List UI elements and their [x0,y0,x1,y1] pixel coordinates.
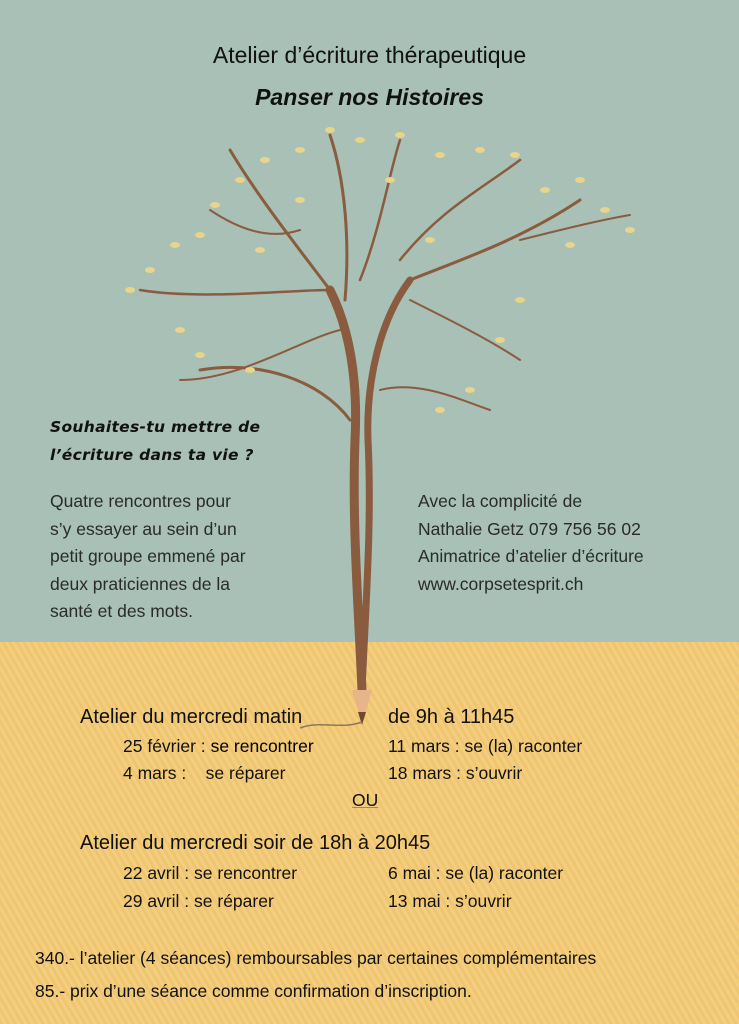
session-item [123,736,314,757]
session-item [123,891,274,912]
session-date: 4 mars : [123,763,187,783]
contact-line: Avec la complicité de [418,491,583,511]
evening-heading: Atelier du mercredi soir de 18h à 20h45 [80,832,431,854]
description-line: deux praticiennes de la [50,573,230,594]
description-line: santé et des mots. [50,601,193,621]
description-line: petit groupe emmené par [50,546,246,566]
contact-name-phone: Nathalie Getz 079 756 56 02 [418,518,641,539]
session-item [388,763,522,784]
session-item [123,763,285,784]
session-date: 18 mars : [388,763,461,783]
poster-subtitle: Panser nos Histoires [255,84,484,110]
price-line-full: 340.- l’atelier (4 séances) remboursables par certaines complémentaires [35,948,597,968]
session-item [388,891,512,912]
morning-time: de 9h à 11h45 [388,706,515,728]
morning-heading: Atelier du mercredi matin [80,706,303,728]
description-line: Quatre rencontres pour [50,491,231,511]
session-item [123,863,297,884]
session-title: se rencontrer [194,863,298,883]
poster-title: Atelier d’écriture thérapeutique [212,42,527,68]
session-title: se réparer [205,763,286,783]
session-date: 13 mai : [388,891,451,911]
contact-block [418,488,644,598]
session-date: 29 avril : [123,891,190,911]
session-date: 25 février : [123,736,206,756]
description-line: s’y essayer au sein d’un [50,518,237,539]
session-title: se (la) raconter [445,863,564,883]
session-date: 6 mai : [388,863,441,883]
description-paragraph [50,488,280,626]
price-line-session: 85.- prix d’une séance comme confirmation d’inscription. [35,981,472,1001]
session-date: 22 avril : [123,863,190,883]
session-title: se réparer [194,891,274,911]
question-line-2: l’écriture dans ta vie ? [50,446,254,464]
session-item [388,863,563,884]
session-title: se (la) raconter [464,736,583,756]
contact-role: Animatrice d’atelier d’écriture [418,546,644,566]
session-title: se rencontrer [210,736,314,756]
question-line-1: Souhaites-tu mettre de [50,418,261,436]
contact-website: www.corpsetesprit.ch [418,573,584,594]
session-title: s’ouvrir [455,891,512,911]
session-title: s’ouvrir [465,763,523,783]
or-separator: OU [352,790,379,810]
session-item [388,736,582,757]
session-date: 11 mars : [388,736,460,756]
